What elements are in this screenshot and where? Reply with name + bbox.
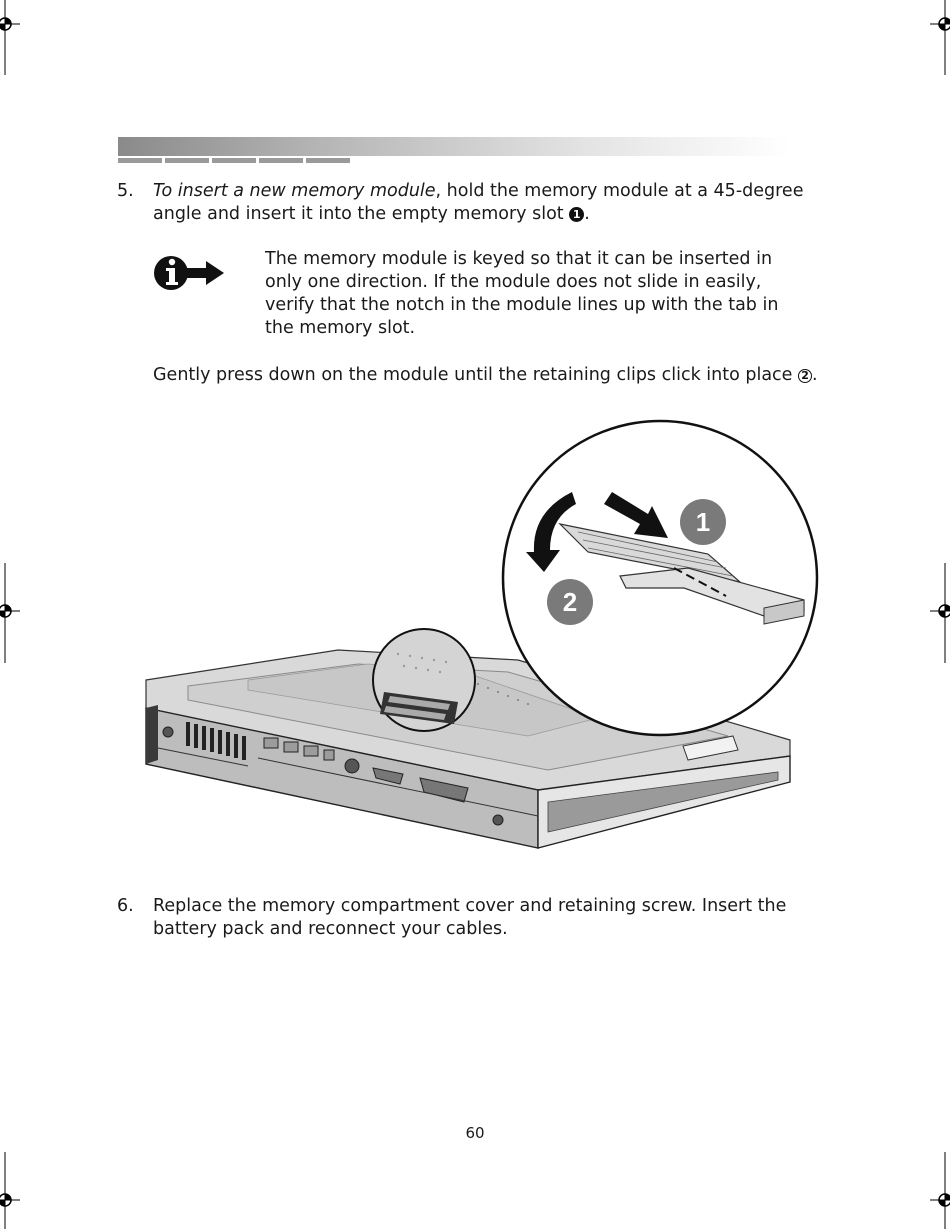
step-5-number: 5.: [117, 181, 134, 201]
note-line-4: the memory slot.: [265, 318, 416, 338]
step-badge-2-label: 2: [562, 587, 578, 617]
step-6-number: 6.: [117, 896, 134, 916]
step-5-line-1: [153, 180, 803, 203]
step-6-line-1: Replace the memory compartment cover and retaining screw. Insert the: [153, 896, 787, 916]
registration-mark-top-left: [0, 0, 24, 75]
step-5-period: .: [584, 204, 590, 224]
step-5-line-1-rest: , hold the memory module at a 45-degree: [435, 181, 804, 201]
step-5-italic-lead: To insert a new memory module: [153, 181, 436, 201]
note-line-3: verify that the notch in the module lines up with the tab in: [265, 295, 779, 315]
note-line-1: The memory module is keyed so that it can be inserted in: [265, 249, 773, 269]
press-instruction: [153, 364, 818, 387]
page-number: 60: [465, 1124, 485, 1142]
registration-mark-mid-left: [0, 563, 24, 663]
registration-mark-bottom-left: [0, 1152, 24, 1229]
registration-mark-top-right: [926, 0, 950, 75]
step-badge-1-label: 1: [695, 507, 711, 537]
step-5-line-2-text: angle and insert it into the empty memory slot: [153, 204, 564, 224]
step-6-line-2: battery pack and reconnect your cables.: [153, 919, 508, 939]
callout-1-badge: 1: [569, 207, 584, 222]
header-segment-bar: [118, 158, 350, 163]
note-line-2: only one direction. If the module does not slide in easily,: [265, 272, 762, 292]
registration-mark-bottom-right: [926, 1152, 950, 1229]
step-5-line-2: [153, 203, 590, 226]
press-instruction-text: Gently press down on the module until the retaining clips click into place: [153, 365, 793, 385]
info-arrow-icon: [153, 253, 225, 293]
registration-mark-mid-right: [926, 563, 950, 663]
header-gradient-bar: [118, 137, 790, 156]
callout-2-badge: 2: [798, 369, 812, 383]
memory-installation-illustration: [128, 418, 828, 858]
press-period: .: [812, 365, 818, 385]
